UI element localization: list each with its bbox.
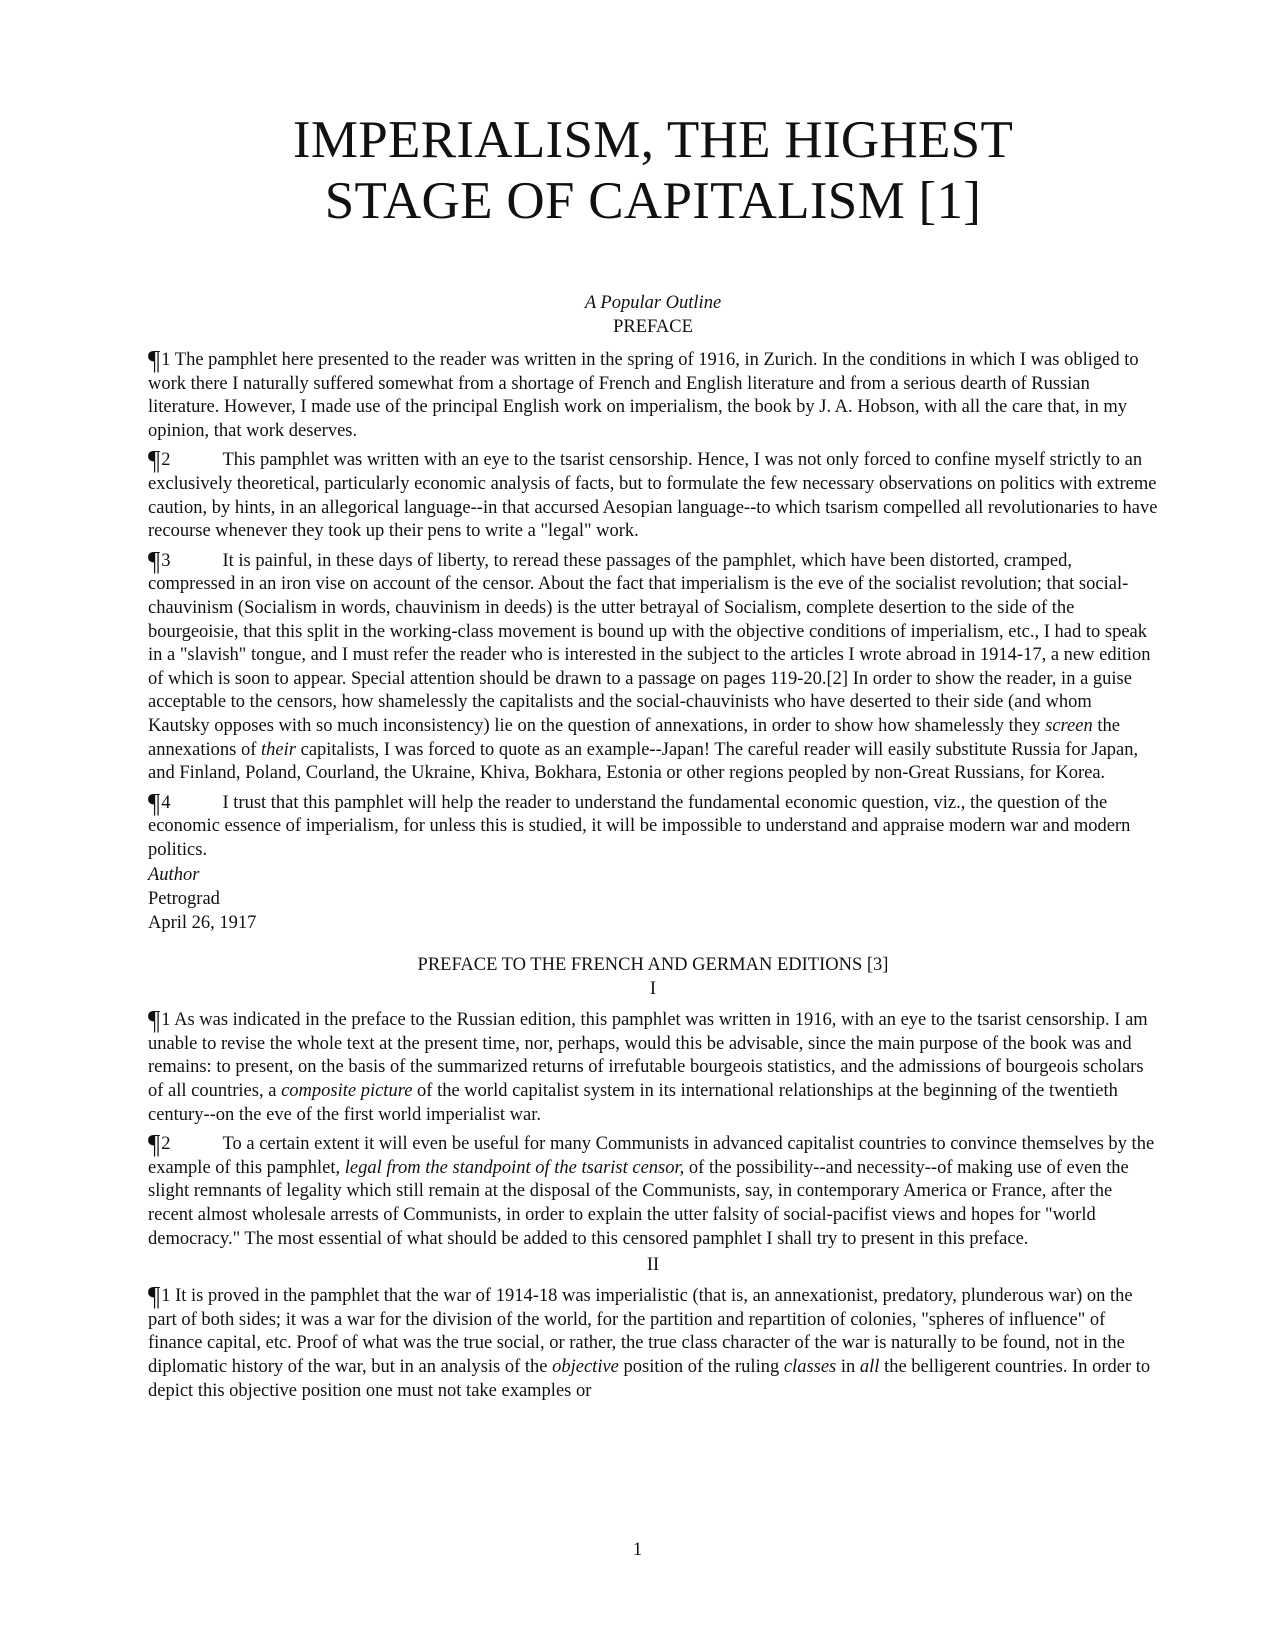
italic-text: all xyxy=(859,1356,880,1377)
paragraph xyxy=(148,345,1158,443)
subtitle: A Popular Outline xyxy=(584,293,722,313)
title-line-1: IMPERIALISM, THE HIGHEST xyxy=(292,111,1014,169)
title-line-2: STAGE OF CAPITALISM [1] xyxy=(324,172,982,230)
signature-date: April 26, 1917 xyxy=(148,912,257,933)
paragraph-number: 3 xyxy=(161,550,171,571)
pilcrow-icon: ¶ xyxy=(148,1129,161,1160)
paragraph-text: This pamphlet was written with an eye to the tsarist censorship. Hence, I was not only forced to confine myself strictly to an exclusively theoretical, particularly economic analysis of facts, but to formulate the few necessary observations on politics with extreme caution, by hints, in an allegorical language--in that accursed Aesopian language--to which tsarism compelled all revolutionaries to have recourse whenever they took up their pens to write a "legal" work. xyxy=(148,450,1158,542)
pilcrow-icon: ¶ xyxy=(148,1005,161,1036)
paragraph xyxy=(148,545,1158,786)
pilcrow-icon: ¶ xyxy=(148,787,161,818)
paragraph-text: the annexations of xyxy=(148,715,1120,760)
pilcrow-icon: ¶ xyxy=(148,445,161,476)
paragraph-number: 4 xyxy=(161,792,171,813)
italic-text: legal from the standpoint of the tsarist censor, xyxy=(344,1157,685,1178)
page-number: 1 xyxy=(632,1540,643,1560)
paragraph-number: 1 xyxy=(161,1286,171,1307)
french-german-heading: PREFACE TO THE FRENCH AND GERMAN EDITIONS [3] xyxy=(417,955,889,976)
paragraph-text: position of the ruling xyxy=(618,1356,784,1377)
paragraph xyxy=(148,1281,1158,1403)
italic-text: classes xyxy=(783,1356,837,1377)
paragraph-text: capitalists, I was forced to quote as an example--Japan! The careful reader will easily substitute Russia for Japan, and Finland, Poland, Courland, the Ukraine, Khiva, Bokhara, Estonia or other regions peopled by non-Great Russians, for Korea. xyxy=(148,739,1139,784)
signature-place: Petrograd xyxy=(148,889,220,910)
paragraph-text: I trust that this pamphlet will help the reader to understand the fundamental economic question, viz., the question of the economic essence of imperialism, for unless this is studied, it will be impossible to understand and appraise modern war and modern politics. xyxy=(148,792,1131,860)
paragraph-text: It is painful, in these days of liberty, to reread these passages of the pamphlet, which have been distorted, cramped, compressed in an iron vise on account of the censor. About the fact that imperialism is the eve of the socialist revolution; that social-chauvinism (Socialism in words, chauvinism in deeds) is the utter betrayal of Socialism, complete desertion to the side of the bourgeoisie, that this split in the working-class movement is bound up with the objective conditions of imperialism, etc., I had to speak in a "slavish" tongue, and I must refer the reader who is interested in the subject to the articles I wrote abroad in 1914-17, a new edition of which is soon to appear. Special attention should be drawn to a passage on pages 119-20.[2] In order to show the reader, in a guise acceptable to the censors, how shamelessly the capitalists and the social-chauvinists who have deserted to their side (and whom Kautsky opposes with so much inconsistency) lie on the question of annexations, in order to show how shamelessly they xyxy=(148,550,1151,736)
paragraph-number: 1 xyxy=(161,350,171,370)
paragraph xyxy=(148,445,1158,543)
paragraph xyxy=(148,787,1158,863)
paragraph xyxy=(148,1129,1158,1251)
document-page xyxy=(148,110,1158,1409)
paragraph-text: As was indicated in the preface to the Russian edition, this pamphlet was written in 1916, with an eye to the tsarist censorship. I am unable to revise the whole text at the present time, nor, perhaps, would this be advisable, since the main purpose of the book was and remains: to present, on the basis of the summarized returns of irrefutable bourgeois statistics, and the admissions of bourgeois scholars of all countries, a xyxy=(148,1010,1148,1102)
document-title xyxy=(148,110,1158,232)
pilcrow-icon: ¶ xyxy=(148,545,161,576)
section-heading-i: I xyxy=(649,979,657,1000)
pilcrow-icon: ¶ xyxy=(148,345,161,375)
paragraph-number: 1 xyxy=(161,1010,171,1031)
paragraph xyxy=(148,1005,1158,1127)
paragraph-text: of the world capitalist system in its international relationships at the beginning of the twentieth century--on the eve of the first world imperialist war. xyxy=(148,1081,1118,1125)
paragraph-text: of the possibility--and necessity--of making use of even the slight remnants of legality which still remain at the disposal of the Communists, say, in contemporary America or France, after the recent almost wholesale arrests of Communists, in order to explain the utter falsity of social-pacifist views and hopes for "world democracy." The most essential of what should be added to this censored pamphlet I shall try to present in this preface. xyxy=(148,1157,1129,1249)
paragraph-number: 2 xyxy=(161,450,171,471)
paragraph-text: the belligerent countries. In order to depict this objective position one must not take examples or xyxy=(148,1356,1151,1401)
italic-text: composite picture xyxy=(281,1081,413,1102)
preface-heading: PREFACE xyxy=(613,317,693,337)
italic-text: objective xyxy=(552,1356,619,1377)
signature-author: Author xyxy=(148,865,200,886)
paragraph-text: To a certain extent it will even be useful for many Communists in advanced capitalist countries to convince themselves by the example of this pamphlet, xyxy=(148,1134,1155,1178)
section-i-paragraphs xyxy=(148,1005,1158,1251)
paragraph-number: 2 xyxy=(161,1134,171,1155)
paragraph-text: The pamphlet here presented to the reader was written in the spring of 1916, in Zurich. In the conditions in which I was obliged to work there I naturally suffered somewhat from a shortage of French and English literature and from a serious dearth of Russian literature. However, I made use of the principal English work on imperialism, the book by J. A. Hobson, with all the care that, in my opinion, that work deserves. xyxy=(148,350,1139,441)
italic-text: screen xyxy=(1045,715,1093,736)
italic-text: their xyxy=(261,739,296,760)
pilcrow-icon: ¶ xyxy=(148,1281,161,1312)
section-heading-ii: II xyxy=(646,1255,660,1276)
paragraph-text: It is proved in the pamphlet that the war of 1914-18 was imperialistic (that is, an annexationist, predatory, plunderous war) on the part of both sides; it was a war for the division of the world, for the partition and repartition of colonies, "spheres of influence" of finance capital, etc. Proof of what was the true social, or rather, the true class character of the war is naturally to be found, not in the diplomatic history of the war, but in an analysis of the xyxy=(148,1286,1133,1377)
paragraph-text: in xyxy=(836,1356,860,1377)
preface-paragraphs xyxy=(148,345,1158,862)
section-ii-paragraphs xyxy=(148,1281,1158,1403)
